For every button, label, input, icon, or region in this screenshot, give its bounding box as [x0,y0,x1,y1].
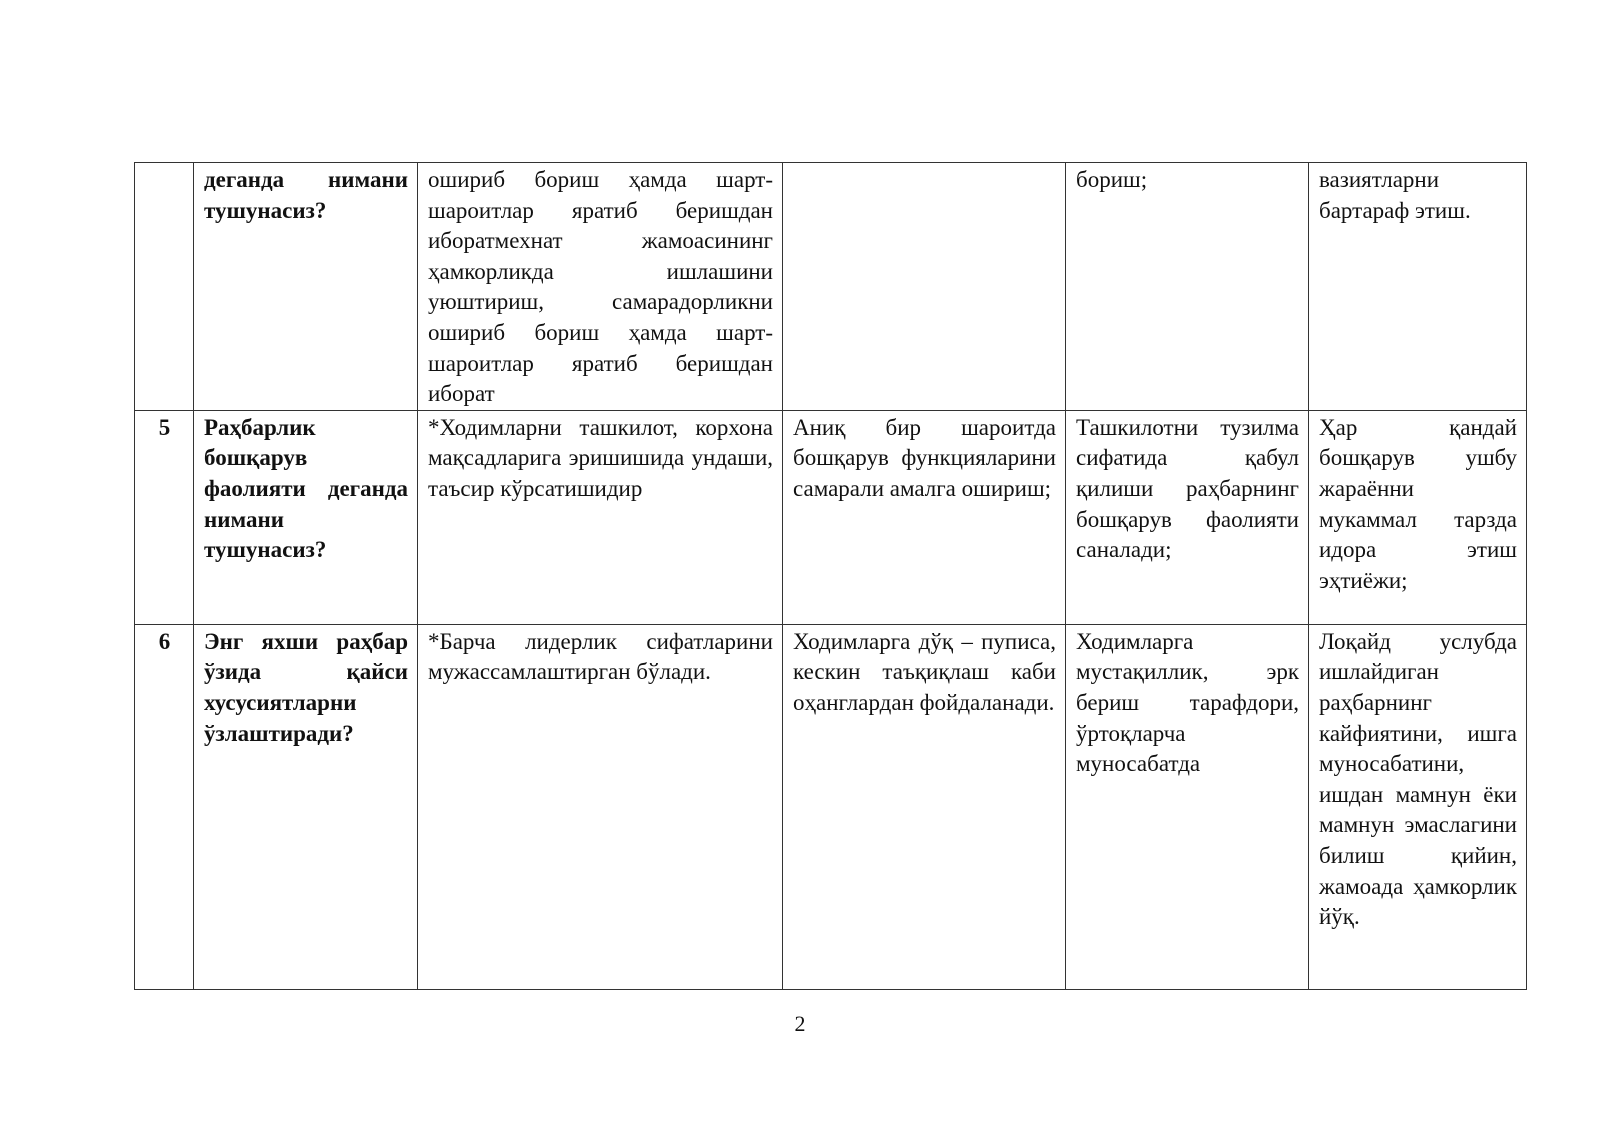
table-row [135,624,1527,989]
answer-cell-correct: ошириб бориш ҳамда шарт-шароитлар яратиб беришдан иборатмехнат жамоасининг ҳамкорликда ишлашини уюштириш, самарадорликни ошириб бориш ҳамда шарт-шароитлар яратиб беришдан иборат [418,163,783,411]
row-number [135,163,194,411]
question-cell: Энг яхши раҳбар ўзида қайси хусусиятларни ўзлаштиради? [194,624,418,989]
answer-cell-c: Ташкилотни тузилма сифатида қабул қилиши раҳбарнинг бошқарув фаолияти саналади; [1066,410,1309,624]
answer-cell-b: Ходимларга дўқ – пуписа, кескин таъқиқлаш каби оҳанглардан фойдаланади. [783,624,1066,989]
answer-cell-d: вазиятларни бартараф этиш. [1309,163,1527,411]
answer-cell-d: Ҳар қандай бошқарув ушбу жараённи мукаммал тарзда идора этиш эҳтиёжи; [1309,410,1527,624]
row-number: 5 [135,410,194,624]
row-number: 6 [135,624,194,989]
answer-cell-d: Лоқайд услубда ишлайдиган раҳбарнинг кайфиятини, ишга муносабатини, ишдан мамнун ёки мамнун эмаслагини билиш қийин, жамоада ҳамкорлик йўқ. [1309,624,1527,989]
answer-cell-correct: *Барча лидерлик сифатларини мужассамлаштирган бўлади. [418,624,783,989]
quiz-table [134,162,1527,990]
question-cell: Раҳбарлик бошқарув фаолияти деганда нимани тушунасиз? [194,410,418,624]
answer-cell-b: Аниқ бир шароитда бошқарув функцияларини самарали амалга ошириш; [783,410,1066,624]
answer-cell-c: бориш; [1066,163,1309,411]
table-row [135,163,1527,411]
table-row [135,410,1527,624]
page-number: 2 [794,1011,806,1036]
question-cell: деганда нимани тушунасиз? [194,163,418,411]
answer-cell-correct: *Ходимларни ташкилот, корхона мақсадларига эришишида ундаши, таъсир кўрсатишидир [418,410,783,624]
answer-cell-c: Ходимларга мустақиллик, эрк бериш тарафдори, ўртоқларча муносабатда [1066,624,1309,989]
answer-cell-b [783,163,1066,411]
